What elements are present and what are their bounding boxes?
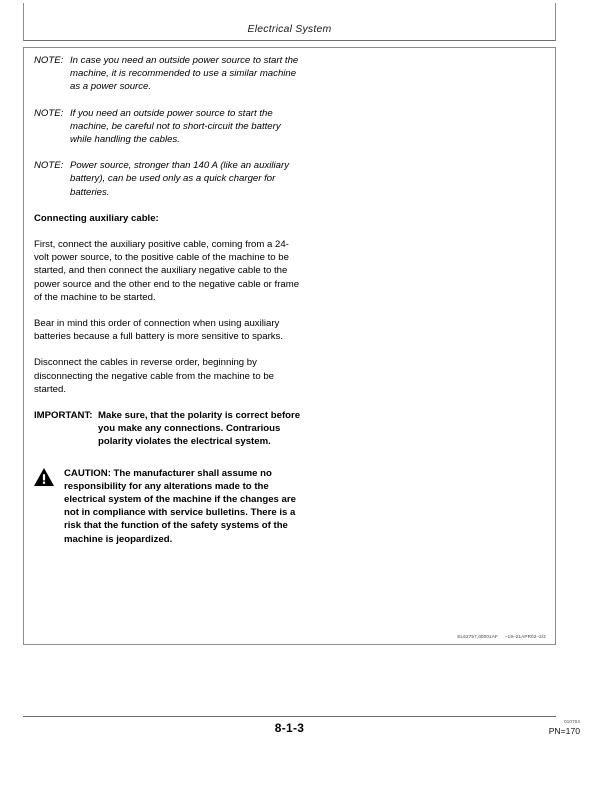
footer-divider	[23, 716, 556, 717]
note-text: If you need an outside power source to start the machine, be careful not to short-circuit the battery while handling the cables.	[70, 107, 281, 146]
page-number: 8-1-3	[274, 721, 305, 735]
body-paragraph: First, connect the auxiliary positive cable, coming from a 24-volt power source, to the positive cable of the machine to be started, and then connect the auxiliary negative cable to the power source and the other end to the negative cable or frame of the machine to be started.	[34, 239, 300, 303]
note-text: In case you need an outside power source to start the machine, it is recommended to use a similar machine as a power source.	[70, 55, 299, 93]
footer-date-code: 010704	[564, 719, 580, 724]
note-label: NOTE:	[34, 160, 64, 172]
important-block	[34, 409, 302, 449]
footer-meta	[549, 720, 580, 736]
note-label: NOTE:	[34, 107, 64, 119]
note-block	[34, 54, 302, 94]
important-text: Make sure, that the polarity is correct before you make any connections. Contrarious polarity violates the electrical system.	[98, 410, 301, 448]
section-subheading: Connecting auxiliary cable:	[34, 212, 159, 224]
warning-triangle-icon	[34, 467, 64, 546]
body-paragraph: Disconnect the cables in reverse order, beginning by disconnecting the negative cable from the machine to be started.	[34, 357, 274, 395]
important-label: IMPORTANT:	[34, 410, 93, 422]
reference-code-id: EL62757,00001AF	[457, 634, 498, 639]
footer-pn: PN=170	[548, 726, 580, 737]
page-title: Electrical System	[247, 23, 332, 35]
page-header	[23, 3, 556, 41]
reference-code	[457, 634, 546, 639]
body-paragraph: Bear in mind this order of connection when using auxiliary batteries because a full battery is more sensitive to sparks.	[34, 318, 284, 343]
text-column	[34, 54, 302, 546]
caution-block	[34, 467, 302, 546]
note-block	[34, 107, 302, 147]
note-label: NOTE:	[34, 55, 64, 66]
note-text: Power source, stronger than 140 A (like an auxiliary battery), can be used only as a quick charger for batteries.	[70, 160, 289, 198]
content-frame	[23, 47, 556, 645]
caution-text: CAUTION: The manufacturer shall assume no responsibility for any alterations made to the electrical system of the machine if the changes are not in compliance with service bulletins. There is a risk that the function of the safety systems of the machine is jeopardized.	[64, 467, 296, 545]
note-block	[34, 159, 302, 199]
reference-code-revision: –19–21APR02–2/2	[504, 634, 546, 639]
